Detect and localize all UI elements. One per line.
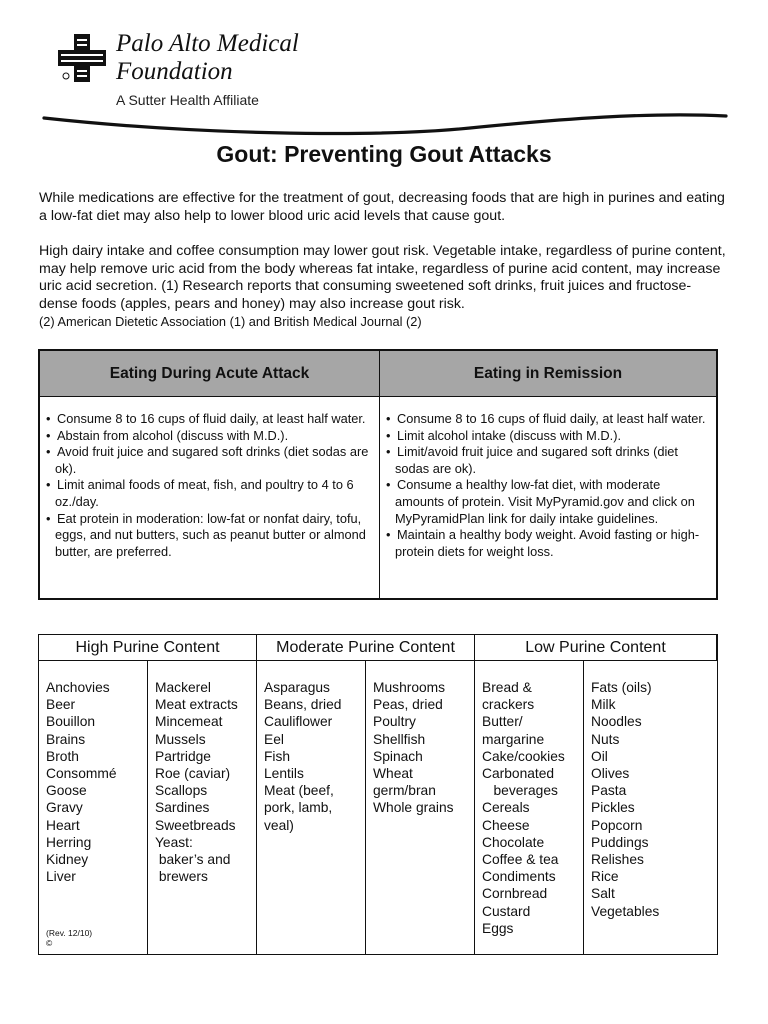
food-item: Fish (264, 748, 291, 764)
eating-guidelines-table (38, 349, 718, 600)
food-item: Sardines (155, 800, 210, 816)
header (58, 30, 458, 110)
food-item: Meat extracts (155, 697, 238, 713)
moderate-purine-heading: Moderate Purine Content (257, 635, 475, 661)
list-item (46, 477, 373, 510)
acute-attack-heading: Eating During Acute Attack (40, 351, 380, 397)
moderate-purine-column-1 (257, 661, 366, 954)
food-item: Cereals (482, 800, 530, 816)
food-item: Salt (591, 886, 615, 902)
food-item: Consommé (46, 766, 117, 782)
food-item: Peas, dried (373, 697, 443, 713)
food-item: Bread & (482, 680, 532, 695)
food-item: Cornbread (482, 886, 548, 902)
food-item: Sweetbreads (155, 817, 236, 833)
intro-paragraph-1: While medications are effective for the treatment of gout, decreasing foods that are high in purines and eating a low-fat diet may also help to lower blood uric acid levels that cause gout. (39, 190, 725, 224)
food-item: Brains (46, 731, 86, 747)
high-purine-column-1 (39, 661, 148, 954)
list-item (46, 411, 373, 428)
revision-note (46, 928, 92, 948)
food-item: Coffee & tea (482, 852, 559, 868)
food-item: Eggs (482, 920, 514, 936)
list-item-text: Limit animal foods of meat, fish, and poultry to 4 to 6 oz./day. (55, 477, 354, 509)
list-item-text: Eat protein in moderation: low-fat or nonfat dairy, tofu, eggs, and nut butters, such as peanut butter or almond butter, are preferred. (55, 510, 366, 559)
food-item: Butter/ (482, 714, 523, 730)
food-item: Puddings (591, 834, 649, 850)
list-item (46, 444, 373, 477)
food-item: Milk (591, 697, 616, 713)
food-item: Olives (591, 766, 630, 782)
food-item: Cauliflower (264, 714, 333, 730)
list-item (46, 511, 373, 561)
remission-list-cell (380, 397, 716, 598)
food-item: Condiments (482, 869, 556, 885)
copyright-symbol: © (46, 938, 53, 948)
header-swoosh-divider (40, 108, 730, 138)
intro-paragraph-2-text: High dairy intake and coffee consumption may lower gout risk. Vegetable intake, regardless of purine content, may help remove uric acid from the body whereas fat intake, regardless of purine acid content, may increase uric acid secretion. (1) Research reports that consuming sweetened soft drinks, fruit juices and fructose-dense foods (apples, pears and honey) may also increase gout risk. (39, 243, 726, 312)
food-item: Chocolate (482, 834, 545, 850)
cross-logo-icon (58, 34, 106, 82)
food-item: Wheat (373, 766, 413, 782)
food-item: Cheese (482, 817, 530, 833)
food-item: Beans, dried (264, 697, 342, 713)
list-item-text: Abstain from alcohol (discuss with M.D.). (57, 427, 289, 443)
revision-date: (Rev. 12/10) (46, 928, 93, 938)
food-item: Whole grains (373, 800, 454, 816)
food-item: Roe (caviar) (155, 766, 231, 782)
list-item-text: Limit/avoid fruit juice and sugared soft drinks (diet sodas are ok). (395, 444, 678, 476)
list-item (386, 411, 710, 428)
food-item: Oil (591, 748, 608, 764)
purine-content-table (38, 634, 718, 955)
food-item: Shellfish (373, 731, 426, 747)
list-item-text: Consume 8 to 16 cups of fluid daily, at least half water. (397, 411, 706, 426)
food-item: brewers (155, 869, 208, 885)
list-item (386, 477, 710, 527)
food-item: crackers (482, 697, 535, 713)
food-item: Anchovies (46, 680, 110, 695)
list-item (386, 428, 710, 445)
high-purine-column-2 (148, 661, 257, 954)
food-item: Broth (46, 748, 79, 764)
food-item: germ/bran (373, 783, 436, 799)
food-item: Pickles (591, 800, 635, 816)
food-item: veal) (264, 817, 294, 833)
food-item: Heart (46, 817, 80, 833)
food-item: Mincemeat (155, 714, 223, 730)
food-item: Fats (oils) (591, 680, 652, 695)
food-item: Partridge (155, 748, 211, 764)
food-item: Poultry (373, 714, 416, 730)
affiliate-text: A Sutter Health Affiliate (116, 92, 259, 108)
food-item: Bouillon (46, 714, 96, 730)
acute-attack-list-cell (40, 397, 380, 598)
food-item: Carbonated (482, 766, 555, 782)
food-item: Eel (264, 731, 284, 747)
food-item: Custard (482, 903, 531, 919)
food-item: Mackerel (155, 680, 211, 695)
organization-name (116, 30, 299, 86)
list-item-text: Limit alcohol intake (discuss with M.D.). (397, 427, 622, 443)
food-item: Yeast: (155, 834, 193, 850)
food-item: Asparagus (264, 680, 330, 695)
citation-text: (2) American Dietetic Association (1) and British Medical Journal (2) (39, 314, 422, 329)
food-item: Nuts (591, 731, 620, 747)
food-item: Gravy (46, 800, 83, 816)
food-item: Pasta (591, 783, 627, 799)
food-item: Relishes (591, 852, 644, 868)
intro-paragraph-2 (39, 243, 729, 332)
list-item (386, 527, 710, 560)
food-item: Kidney (46, 852, 89, 868)
list-item-text: Consume 8 to 16 cups of fluid daily, at least half water. (57, 411, 366, 426)
moderate-purine-column-2 (366, 661, 475, 954)
food-item: beverages (482, 783, 558, 799)
food-item: Vegetables (591, 903, 660, 919)
list-item (386, 444, 710, 477)
remission-heading: Eating in Remission (380, 351, 716, 397)
food-item: baker’s and (155, 852, 231, 868)
high-purine-heading: High Purine Content (39, 635, 257, 661)
food-item: Goose (46, 783, 87, 799)
food-item: Beer (46, 697, 76, 713)
low-purine-heading: Low Purine Content (475, 635, 717, 661)
low-purine-column-2 (584, 661, 717, 954)
food-item: Rice (591, 869, 619, 885)
food-item: Herring (46, 834, 92, 850)
food-item: Mushrooms (373, 680, 446, 695)
org-name-line-2: Foundation (116, 58, 233, 85)
food-item: Noodles (591, 714, 642, 730)
acute-attack-list (46, 411, 373, 560)
food-item: Meat (beef, (264, 783, 334, 799)
food-item: margarine (482, 731, 545, 747)
org-name-line-1: Palo Alto Medical (116, 30, 299, 57)
food-item: Spinach (373, 748, 423, 764)
food-item: Cake/cookies (482, 748, 565, 764)
food-item: Scallops (155, 783, 208, 799)
food-item: Popcorn (591, 817, 643, 833)
remission-list (386, 411, 710, 560)
food-item: Mussels (155, 731, 206, 747)
low-purine-column-1 (475, 661, 584, 954)
list-item-text: Maintain a healthy body weight. Avoid fasting or high-protein diets for weight loss. (395, 527, 700, 559)
list-item-text: Consume a healthy low-fat diet, with moderate amounts of protein. Visit MyPyramid.gov and click on MyPyramidPlan link for daily intake guidelines. (395, 477, 695, 526)
food-item: Lentils (264, 766, 304, 782)
page-title: Gout: Preventing Gout Attacks (216, 141, 552, 167)
list-item (46, 428, 373, 445)
food-item: pork, lamb, (264, 800, 333, 816)
list-item-text: Avoid fruit juice and sugared soft drinks (diet sodas are ok). (55, 444, 369, 476)
food-item: Liver (46, 869, 76, 885)
